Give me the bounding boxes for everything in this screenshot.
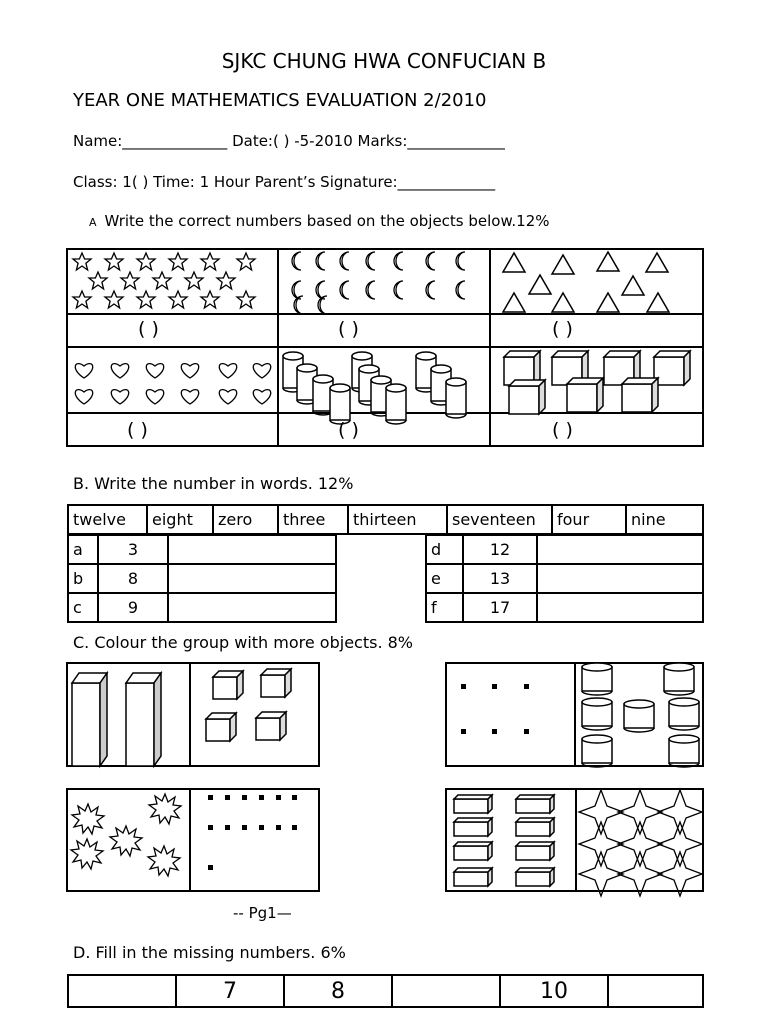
section-b-title: B. Write the number in words. 12%	[73, 474, 354, 493]
cubes-group	[504, 351, 690, 414]
words-table-left	[67, 534, 337, 623]
answer-blank-cylinders[interactable]: ( )	[338, 419, 359, 441]
section-d-title: D. Fill in the missing numbers. 6%	[73, 943, 346, 962]
word-bank-cell: twelve	[68, 505, 147, 534]
group-box-bricks-stars[interactable]	[446, 789, 703, 896]
row-letter: e	[426, 564, 463, 593]
number-cell[interactable]	[68, 975, 176, 1007]
number-cell: 7	[176, 975, 284, 1007]
answer-cell[interactable]	[537, 593, 703, 622]
moons-group	[292, 252, 465, 314]
row-number: 13	[463, 564, 537, 593]
number-cell[interactable]	[608, 975, 703, 1007]
table-row	[426, 535, 703, 564]
section-a-text: Write the correct numbers based on the objects below.12%	[104, 212, 550, 230]
word-bank-cell: four	[552, 505, 626, 534]
answer-blank-hearts[interactable]: ( )	[127, 419, 148, 441]
group-box-bursts-dots[interactable]	[67, 789, 319, 891]
stars-group	[73, 253, 255, 308]
number-cell[interactable]	[392, 975, 500, 1007]
word-bank-cell: seventeen	[447, 505, 552, 534]
table-row	[68, 505, 703, 534]
section-a-grid	[0, 0, 768, 470]
row-letter: d	[426, 535, 463, 564]
section-c-groups	[0, 655, 768, 900]
answer-cell[interactable]	[168, 564, 336, 593]
word-bank-cell: three	[278, 505, 348, 534]
table-row	[426, 593, 703, 622]
row-number: 17	[463, 593, 537, 622]
table-row	[68, 564, 336, 593]
row-number: 8	[98, 564, 168, 593]
answer-blank-moons[interactable]: ( )	[338, 318, 359, 340]
table-row	[68, 535, 336, 564]
word-bank-cell: eight	[147, 505, 213, 534]
class-info-line: Class: 1( ) Time: 1 Hour Parent’s Signature:_____________	[73, 173, 496, 191]
answer-blank-cubes[interactable]: ( )	[552, 419, 573, 441]
row-number: 12	[463, 535, 537, 564]
group-box-dots-cylinders[interactable]	[446, 663, 703, 767]
student-info-line: Name:______________ Date:( ) -5-2010 Marks:_____________	[73, 132, 505, 150]
school-name: SJKC CHUNG HWA CONFUCIAN B	[221, 49, 547, 73]
words-table-right	[425, 534, 704, 623]
table-row	[68, 975, 703, 1007]
hearts-group	[75, 364, 270, 404]
row-letter: b	[68, 564, 98, 593]
answer-cell[interactable]	[537, 564, 703, 593]
word-bank-cell: zero	[213, 505, 278, 534]
word-bank-cell: thirteen	[348, 505, 447, 534]
table-row	[68, 593, 336, 622]
missing-numbers-table	[67, 974, 704, 1008]
evaluation-title: YEAR ONE MATHEMATICS EVALUATION 2/2010	[73, 90, 487, 111]
answer-blank-stars[interactable]: ( )	[138, 318, 159, 340]
page-number: -- Pg1—	[233, 904, 292, 922]
row-number: 9	[98, 593, 168, 622]
section-c-title: C. Colour the group with more objects. 8%	[73, 633, 413, 652]
answer-blank-triangles[interactable]: ( )	[552, 318, 573, 340]
number-cell: 10	[500, 975, 608, 1007]
answer-cell[interactable]	[168, 593, 336, 622]
table-row	[426, 564, 703, 593]
answer-cell[interactable]	[168, 535, 336, 564]
answer-cell[interactable]	[537, 535, 703, 564]
row-letter: c	[68, 593, 98, 622]
row-letter: a	[68, 535, 98, 564]
word-bank-cell: nine	[626, 505, 703, 534]
word-bank-table	[67, 504, 704, 535]
number-cell: 8	[284, 975, 392, 1007]
section-a-marker: A	[89, 216, 97, 229]
row-number: 3	[98, 535, 168, 564]
group-box-prisms-cubes[interactable]	[67, 663, 319, 766]
triangles-group	[503, 252, 669, 312]
row-letter: f	[426, 593, 463, 622]
